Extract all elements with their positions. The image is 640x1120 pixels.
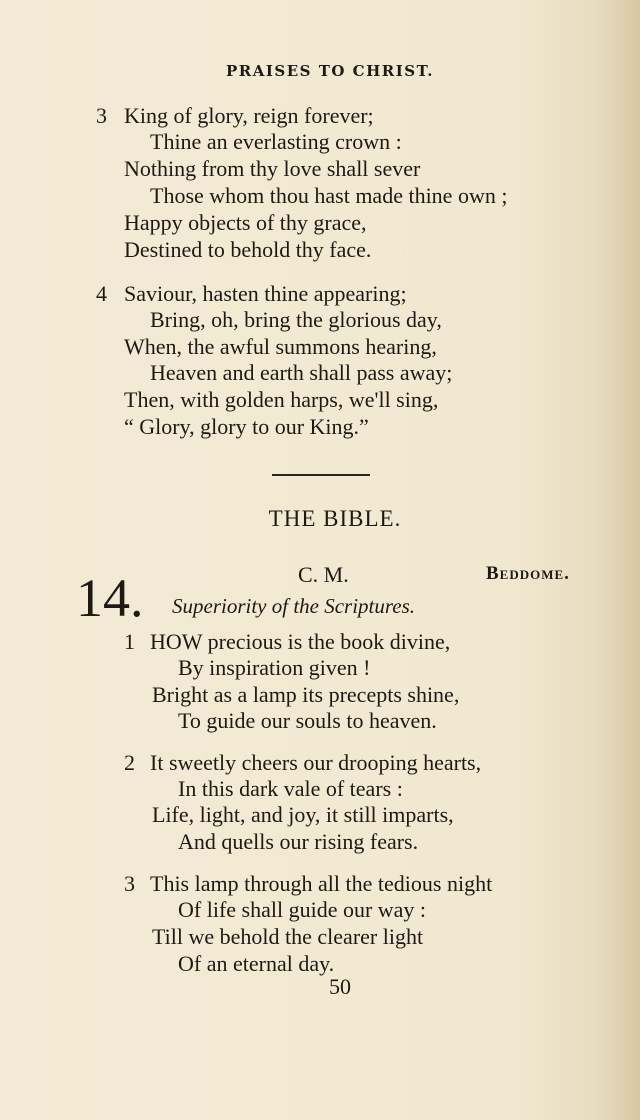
verse-line: And quells our rising fears. — [178, 829, 419, 854]
verse-line: It sweetly cheers our drooping hearts, — [150, 750, 482, 775]
verse-line: Bright as a lamp its precepts shine, — [152, 682, 460, 707]
verse-line: Of life shall guide our way : — [178, 897, 427, 922]
verse-line: When, the awful summons hearing, — [124, 334, 437, 359]
verse-line: To guide our souls to heaven. — [178, 708, 437, 733]
verse-line: Of an eternal day. — [178, 951, 335, 976]
verse-line: Destined to behold thy face. — [124, 237, 372, 262]
verse-line: Happy objects of thy grace, — [124, 210, 367, 235]
section-title: THE BIBLE. — [268, 506, 402, 531]
page-number: 50 — [329, 974, 351, 999]
verse-line: Thine an everlasting crown : — [150, 129, 402, 154]
hymn-meter: C. M. — [298, 562, 349, 587]
verse-line: Nothing from thy love shall sever — [124, 156, 421, 181]
verse-line: Till we behold the clearer light — [152, 924, 424, 949]
hymn-composer: Beddome. — [486, 563, 570, 584]
verse-line: “ Glory, glory to our King.” — [124, 414, 369, 439]
verse-line: This lamp through all the tedious night — [150, 871, 493, 896]
verse-line: Saviour, hasten thine appearing; — [124, 281, 407, 306]
verse-number: 4 — [96, 281, 107, 306]
verse-number: 2 — [124, 750, 135, 775]
verse-number: 3 — [124, 871, 135, 896]
verse-line: King of glory, reign forever; — [124, 103, 374, 128]
verse-number: 3 — [96, 103, 107, 128]
verse-line: In this dark vale of tears : — [178, 776, 403, 801]
verse-line: Heaven and earth shall pass away; — [150, 360, 453, 385]
verse-line: Bring, oh, bring the glorious day, — [150, 307, 442, 332]
verse-line: Those whom thou hast made thine own ; — [150, 183, 508, 208]
hymn-number: 14. — [76, 568, 144, 628]
verse-line: Then, with golden harps, we'll sing, — [124, 387, 439, 412]
section-divider — [272, 474, 370, 476]
hymn-subtitle: Superiority of the Scriptures. — [172, 594, 416, 618]
verse-line: HOW precious is the book divine, — [150, 629, 451, 654]
verse-line: By inspiration given ! — [178, 655, 371, 680]
running-header: PRAISES TO CHRIST. — [225, 62, 435, 80]
verse-line: Life, light, and joy, it still imparts, — [152, 802, 454, 827]
verse-number: 1 — [124, 629, 135, 654]
